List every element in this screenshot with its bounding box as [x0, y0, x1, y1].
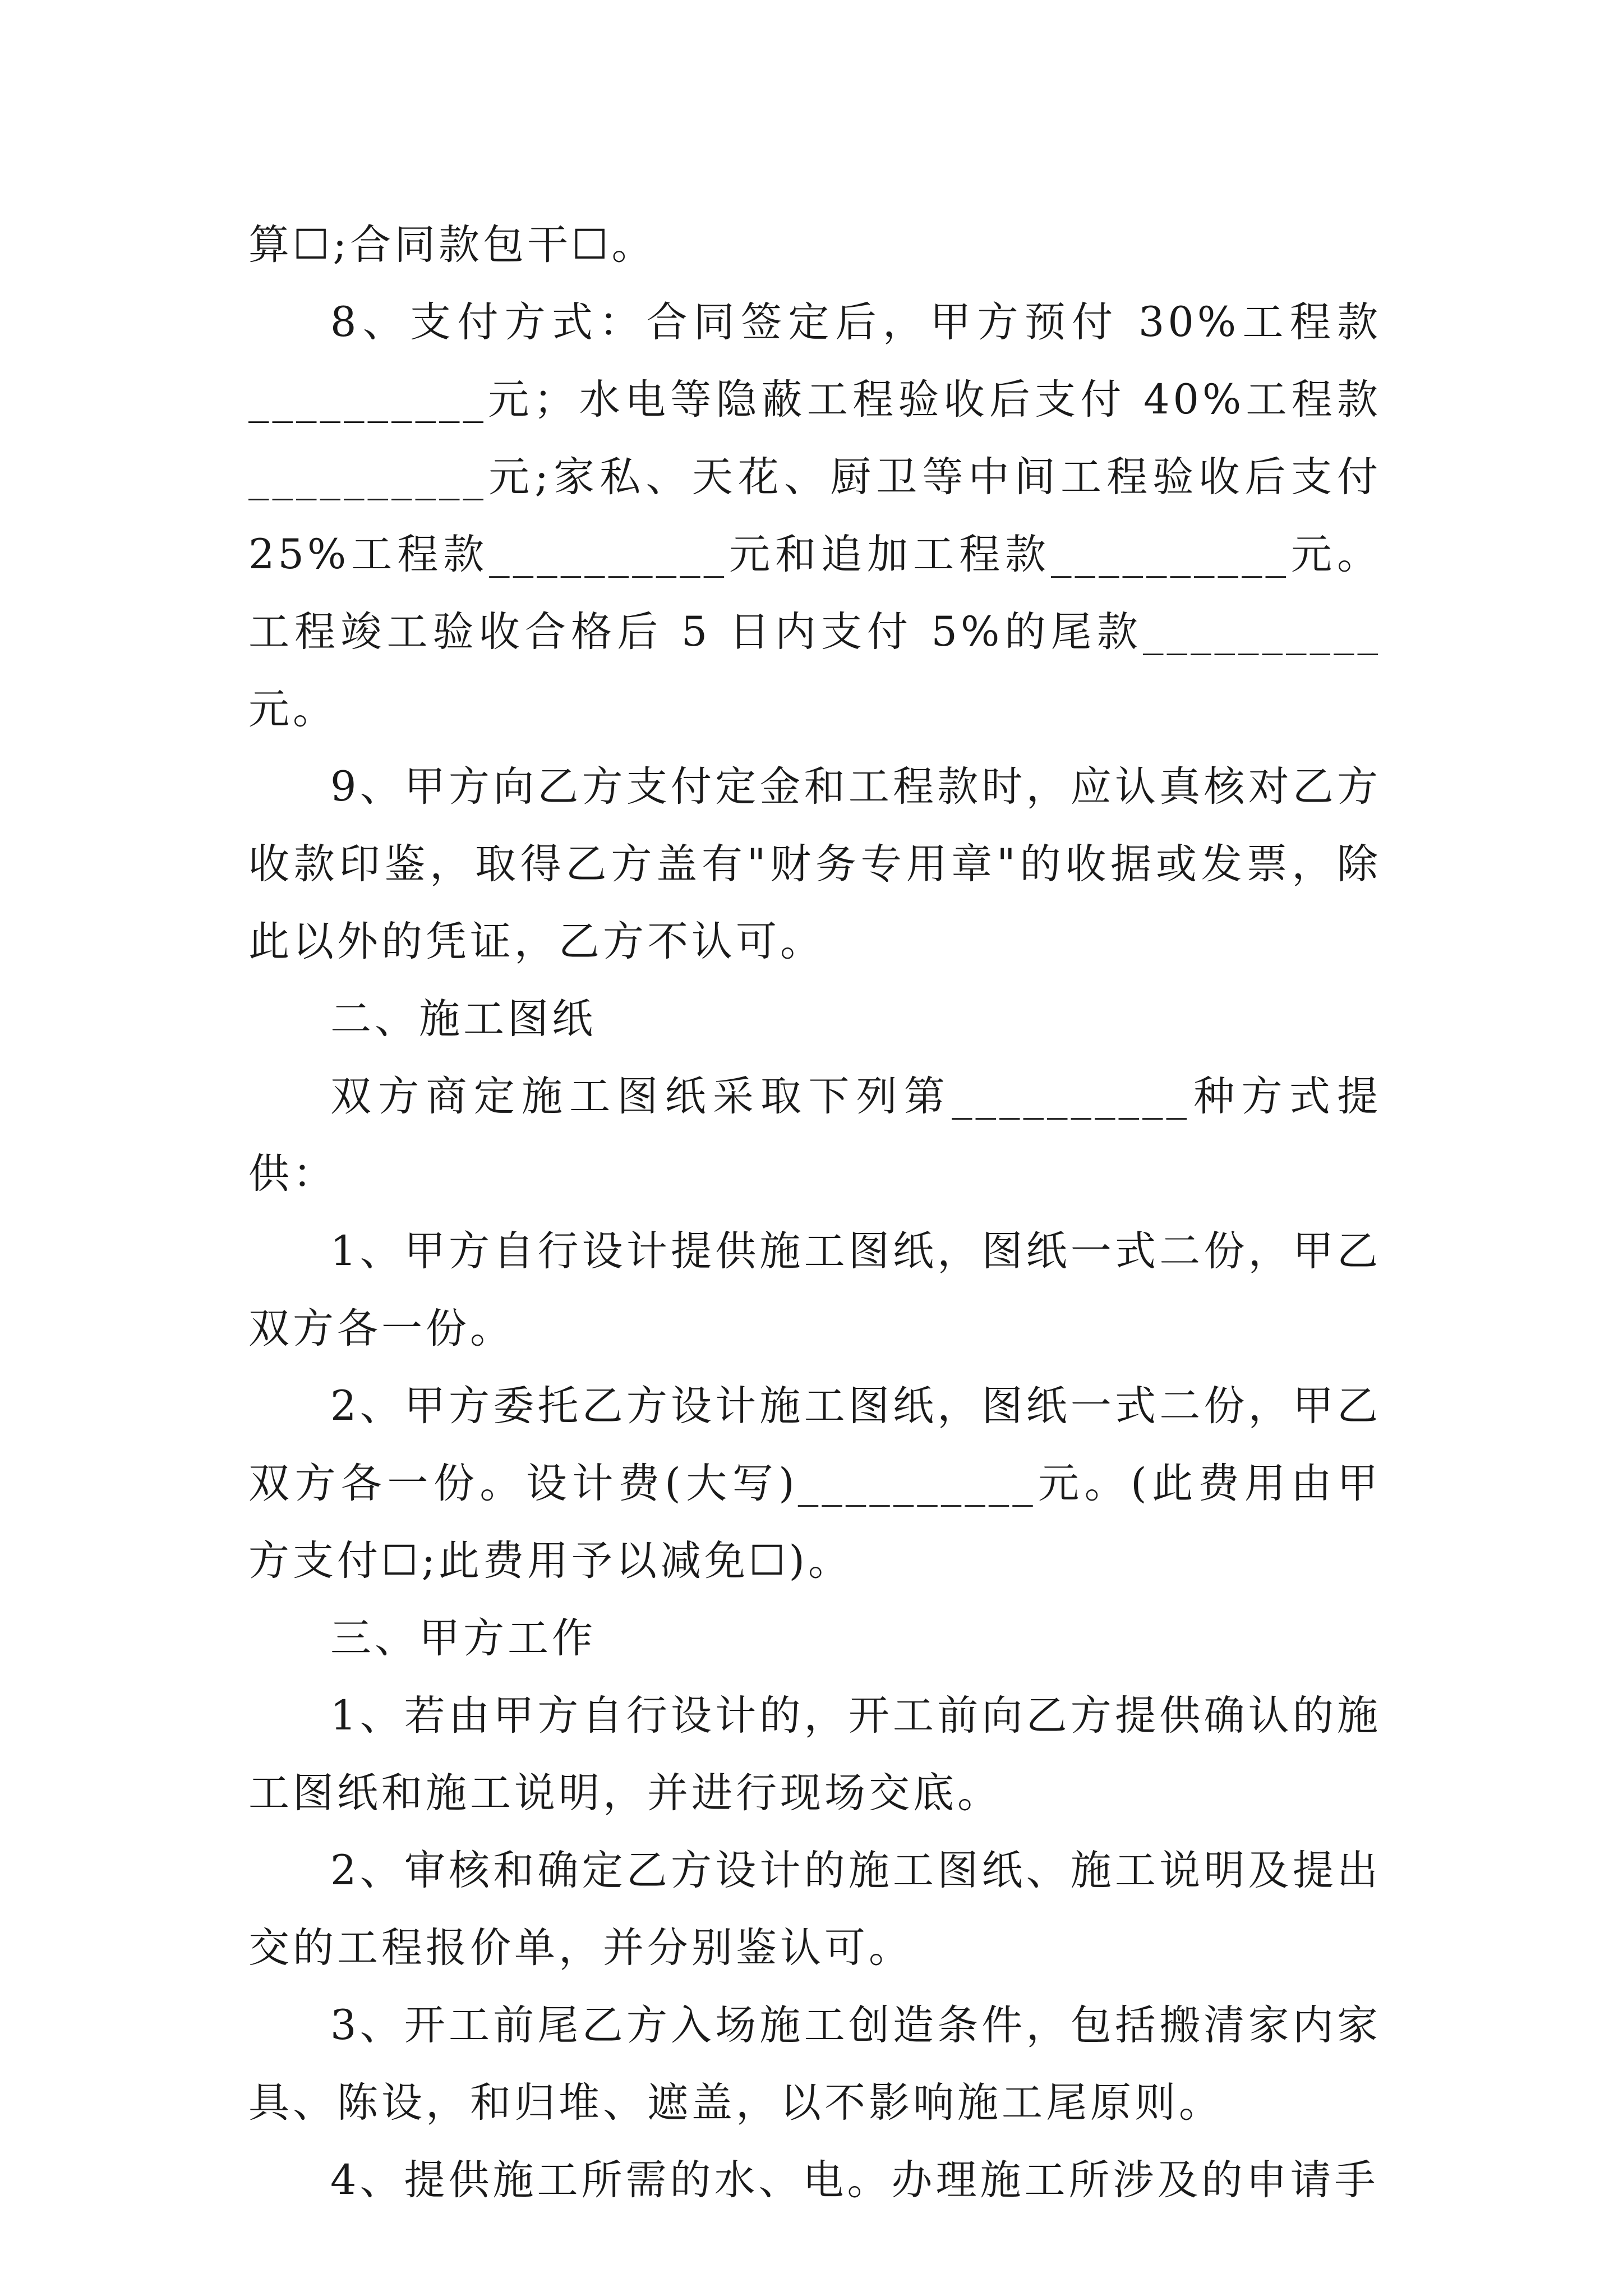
paragraph-continuation: 算☐;合同款包干☐。	[248, 221, 656, 269]
paragraph-party-a-item-4: 4、提供施工所需的水、电。办理施工所涉及的申请手	[330, 2156, 1379, 2204]
section-heading-party-a-work: 三、甲方工作	[330, 1614, 596, 1662]
paragraph-clause-8-payment: 8、支付方式：合同签定后，甲方预付 30%工程款__________元；水电等隐蔽工程验收后支付 40%工程款__________元;家私、天花、厨卫等中间工程验收后支付 25%工程款__________元和追加工程款__________元。工程竣工验收合格后 5 日内支付 5%的尾款__________元。	[248, 298, 1382, 733]
document-body	[248, 206, 1381, 2219]
paragraph-drawing-option-2: 2、甲方委托乙方设计施工图纸，图纸一式二份，甲乙双方各一份。设计费(大写)__________元。(此费用由甲方支付☐;此费用予以减免☐)。	[248, 1382, 1381, 1585]
paragraph-clause-9-receipt: 9、甲方向乙方支付定金和工程款时，应认真核对乙方收款印鉴，取得乙方盖有"财务专用章"的收据或发票，除此以外的凭证，乙方不认可。	[248, 763, 1381, 965]
paragraph-party-a-item-3: 3、开工前尾乙方入场施工创造条件，包括搬清家内家具、陈设，和归堆、遮盖，以不影响施工尾原则。	[248, 2001, 1381, 2127]
paragraph-party-a-item-1: 1、若由甲方自行设计的，开工前向乙方提供确认的施工图纸和施工说明，并进行现场交底。	[248, 1692, 1381, 1817]
paragraph-party-a-item-2: 2、审核和确定乙方设计的施工图纸、施工说明及提出交的工程报价单，并分别鉴认可。	[248, 1847, 1381, 1972]
paragraph-drawing-method: 双方商定施工图纸采取下列第__________种方式提供：	[248, 1073, 1381, 1198]
paragraph-drawing-option-1: 1、甲方自行设计提供施工图纸，图纸一式二份，甲乙双方各一份。	[248, 1227, 1381, 1352]
section-heading-drawings: 二、施工图纸	[330, 995, 596, 1043]
